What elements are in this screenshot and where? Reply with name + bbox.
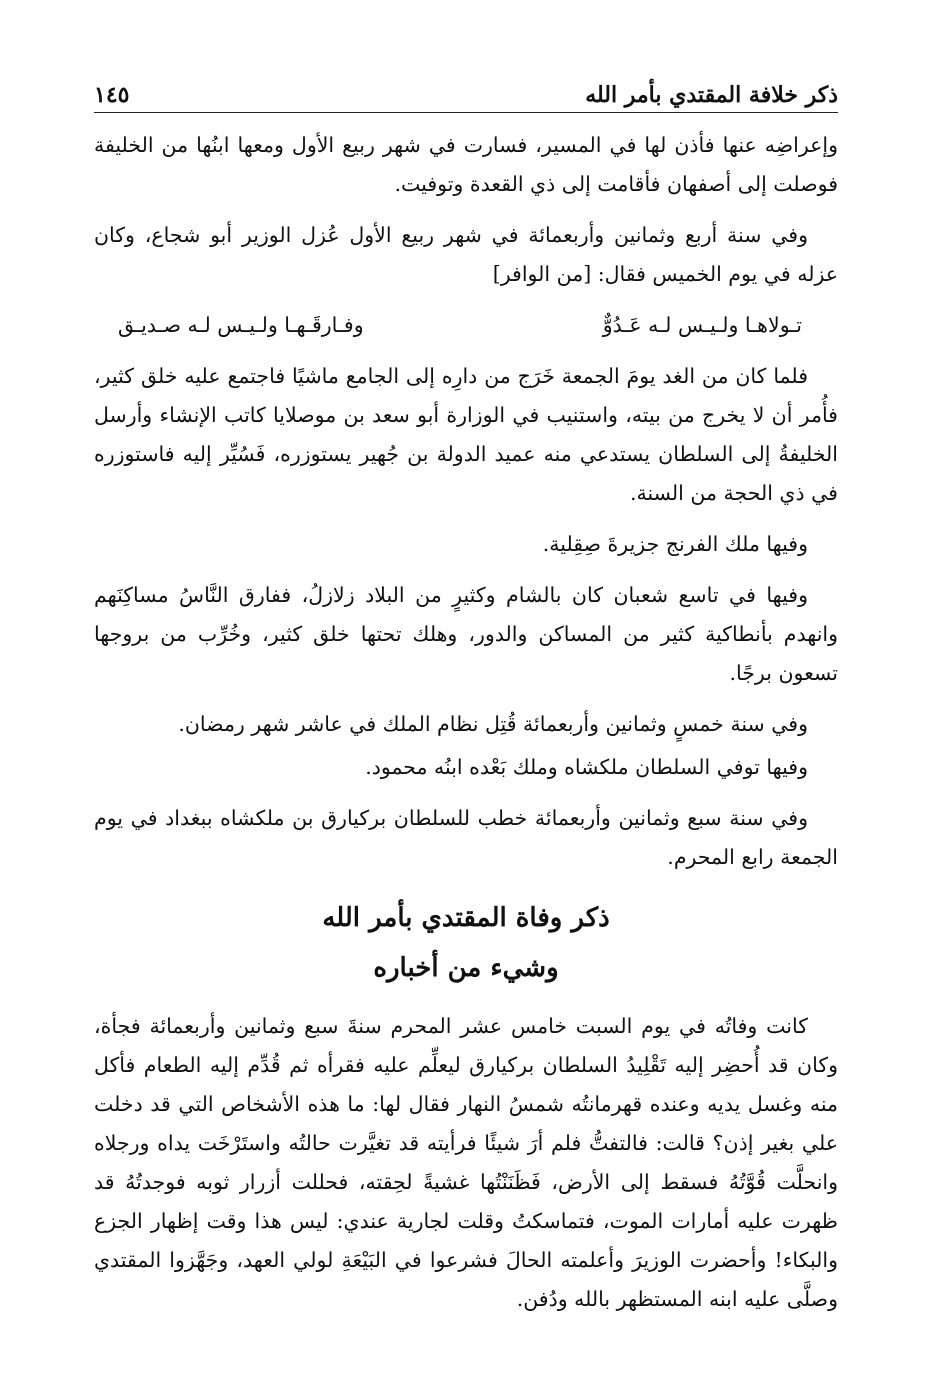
page-number: ١٤٥ [94,82,130,108]
running-title: ذكر خلافة المقتدي بأمر الله [585,82,838,108]
section-heading-line-2: وشيء من أخباره [373,953,559,983]
section-heading [94,893,838,993]
paragraph-1: وإعراضِه عنها فأذن لها في المسير، فسارت في شهر ربيع الأول ومعها ابنُها من الخليفة فوصلت إلى أصفهان فأقامت إلى ذي القعدة وتوفيت. [94,133,838,196]
paragraph-4: وفيها ملك الفرنج جزيرةَ صِقِلية. [542,532,808,556]
verse-hemistich-2: وفـارقَـهـا ولـيـس لـه صـديـق [118,313,364,337]
page-header [94,74,838,113]
section-heading-line-1: ذكر وفاة المقتدي بأمر الله [322,903,610,933]
paragraph-9: كانت وفاتُه في يوم السبت خامس عشر المحرم سنةَ سبع وثمانين وأربعمائة فجأة، وكان قد أُحضِر إليه تَقْلِيدُ السلطان بركيارق ليعلِّم عليه فقرأه ثم قُدِّم إليه الطعام فأكل منه وغسل يديه وعنده قهرمانتُه شمسُ النهار فقال لها: ما هذه الأشخاص التي قد دخلت علي بغير إذن؟ قالت: فالتفتُّ فلم أرَ شيئًا فرأيته قد تغيَّرت حالتُه واستَرْخَت يداه ورجلاه وانحلَّت قُوَّتُهُ فسقط إلى الأرض، فَظَنَنْتُها غشيةً لحِقته، فحللت أزرار ثوبه فوجدتُهُ قد ظهرت عليه أمارات الموت، فتماسكتُ وقلت لجارية عندي: ليس هذا وقت إظهار الجزع والبكاء! وأحضرت الوزيرَ وأعلمته الحالَ فشرعوا في البَيْعَةِ لولي العهد، وجَهَّزوا المقتدي وصلَّى عليه ابنه المستظهر بالله ودُفن. [94,1014,838,1311]
verse-hemistich-1: تـولاهـا ولـيـس لـه عَـدُوٌّ [602,313,802,337]
paragraph-6: وفي سنة خمسٍ وثمانين وأربعمائة قُتِل نظام الملك في عاشر شهر رمضان. [178,712,808,736]
paragraph-8: وفي سنة سبع وثمانين وأربعمائة خطب للسلطان بركيارق بن ملكشاه ببغداد في يوم الجمعة رابع المحرم. [94,806,838,869]
paragraph-7: وفيها توفي السلطان ملكشاه وملك بَعْده ابنُه محمود. [365,755,808,779]
paragraph-5: وفيها في تاسع شعبان كان بالشام وكثيرٍ من البلاد زلازلُ، ففارق النَّاسُ مساكِنَهم وانهدم بأنطاكية كثير من المساكن والدور، وهلك تحتها خلق كثير، وخُرِّب من بروجها تسعون برجًا. [94,583,838,685]
paragraph-3: فلما كان من الغد يومَ الجمعة خَرَج من دارِه إلى الجامع ماشيًا فاجتمع عليه خلق كثير، فأُمر أن لا يخرج من بيته، واستنيب في الوزارة أبو سعد بن موصلايا كاتب الإنشاء وأرسل الخليفةُ إلى السلطان يستدعي منه عميد الدولة بن جُهير يستوزره، فَسُيِّر إليه فاستوزره في ذي الحجة من السنة. [94,364,838,505]
page-body [94,126,838,1331]
verse-line [94,306,838,345]
paragraph-2: وفي سنة أربع وثمانين وأربعمائة في شهر ربيع الأول عُزل الوزير أبو شجاع، وكان عزله في يوم الخميس فقال: [من الوافر] [94,223,838,286]
